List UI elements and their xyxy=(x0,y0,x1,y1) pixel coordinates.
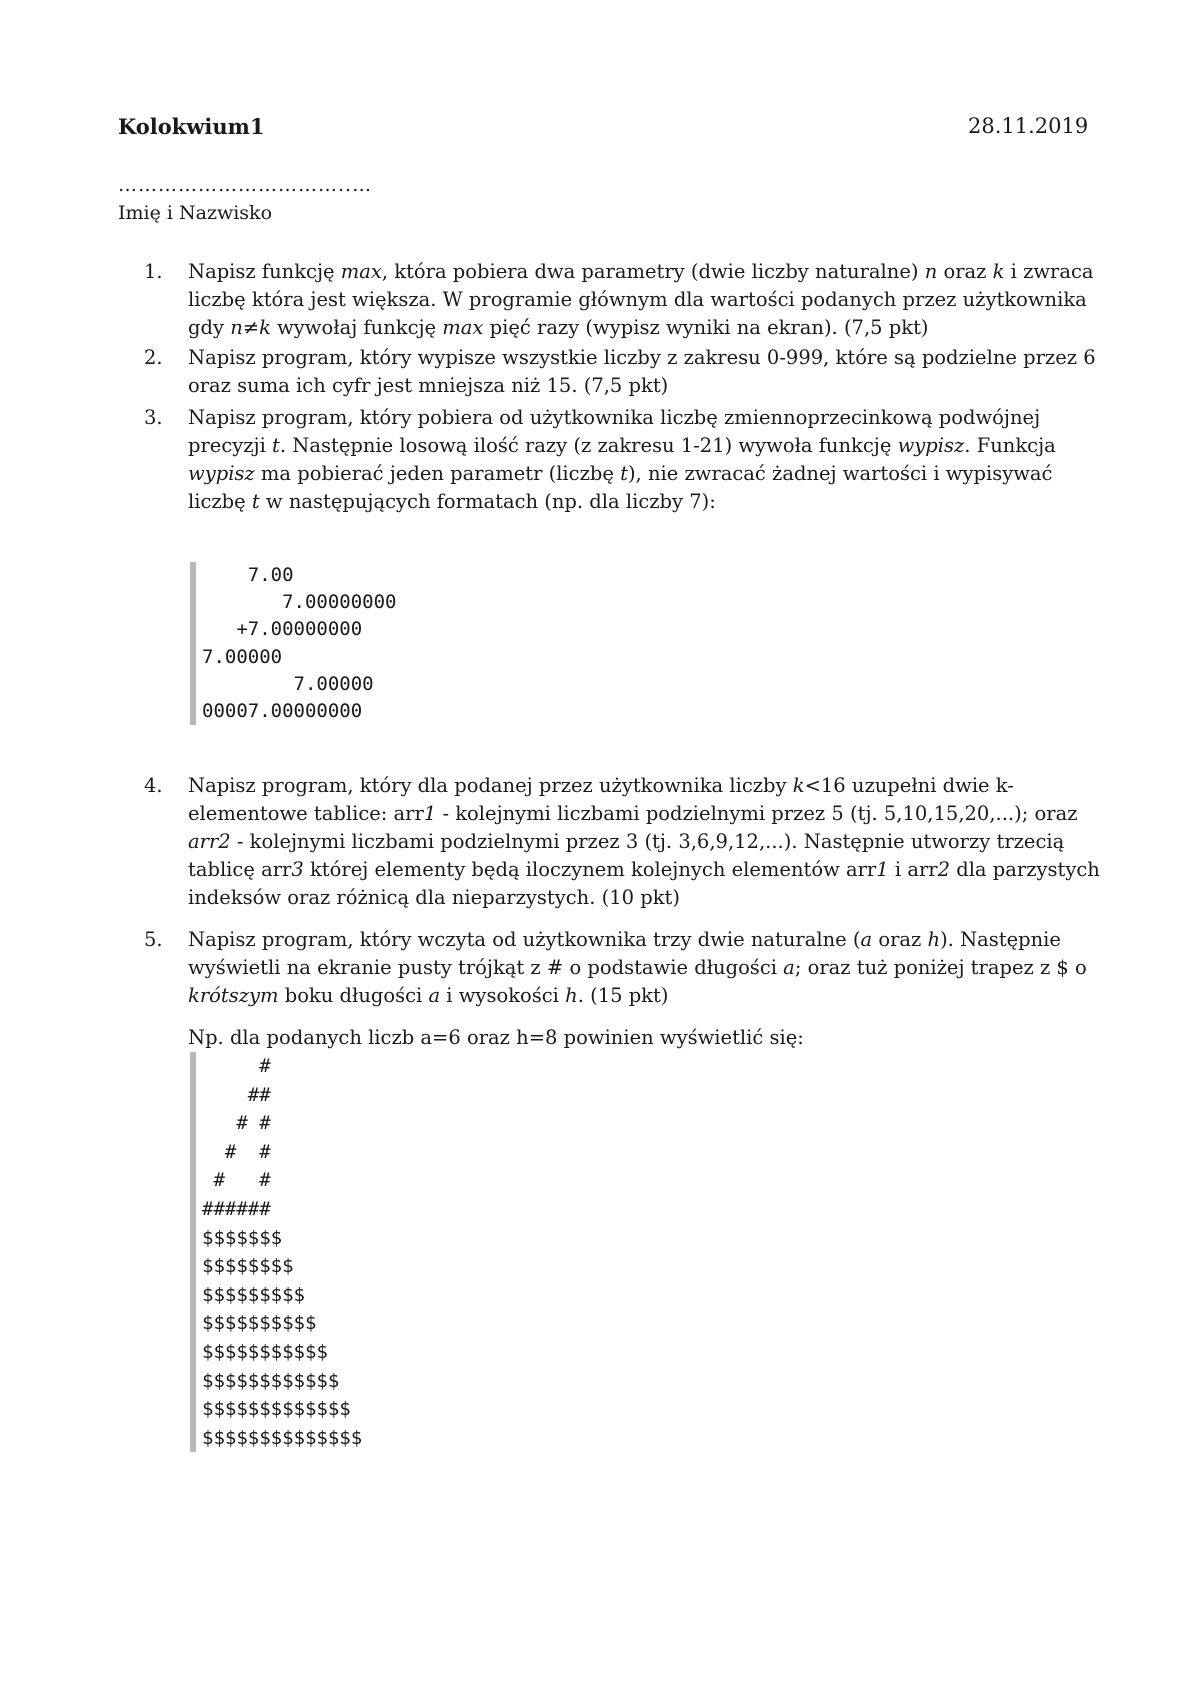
code-line: # # xyxy=(202,1112,271,1135)
task-text xyxy=(188,258,1108,342)
text-run: krótszym xyxy=(188,984,279,1007)
task-text xyxy=(188,772,1108,912)
task-number: 5. xyxy=(144,928,163,951)
code-line: 7.00000 xyxy=(202,645,283,668)
text-run: indeksów oraz różnicą dla nieparzystych. (10 pkt) xyxy=(188,886,681,909)
text-run: . Następnie losową ilość razy (z zakresu 1-21) wywoła funkcję xyxy=(279,434,898,457)
text-run: n≠k xyxy=(230,316,271,339)
text-run: k xyxy=(792,774,805,797)
text-run: elementowe tablice: arr xyxy=(188,802,424,825)
text-run: Napisz program, który wczyta od użytkownika trzy dwie naturalne ( xyxy=(188,928,861,951)
task-line xyxy=(188,344,1108,372)
task-number: 4. xyxy=(144,774,163,797)
text-run: t xyxy=(620,462,628,485)
task-line xyxy=(188,800,1108,828)
example-intro: Np. dla podanych liczb a=6 oraz h=8 powinien wyświetlić się: xyxy=(188,1026,804,1049)
code-line: 00007.00000000 xyxy=(202,699,363,722)
text-run: Napisz program, który pobiera od użytkownika liczbę zmiennoprzecinkową podwójnej xyxy=(188,406,1041,429)
task-number: 2. xyxy=(144,346,163,369)
text-run: dla parzystych xyxy=(950,858,1100,881)
code-line: ###### xyxy=(202,1197,271,1220)
code-line: # # xyxy=(202,1169,271,1192)
task-line xyxy=(188,488,1108,516)
text-run: wyświetli na ekranie pusty trójkąt z # o podstawie długości xyxy=(188,956,784,979)
code-line: $$$$$$$$$$$$ xyxy=(202,1369,340,1392)
code-line: $$$$$$$$$$ xyxy=(202,1312,317,1335)
text-run: ). Następnie xyxy=(940,928,1061,951)
task-line xyxy=(188,404,1108,432)
task-line xyxy=(188,314,1108,342)
text-run: . Funkcja xyxy=(964,434,1056,457)
text-run: max xyxy=(442,316,484,339)
text-run: a xyxy=(783,956,795,979)
text-run: Napisz program, który dla podanej przez użytkownika liczby xyxy=(188,774,793,797)
code-example-formats xyxy=(190,562,396,725)
code-line: $$$$$$$$$$$$$$ xyxy=(202,1426,363,1449)
text-run: 2 xyxy=(937,858,951,881)
document-title: Kolokwium1 xyxy=(118,114,265,139)
task-line xyxy=(188,982,1108,1010)
task-line xyxy=(188,828,1108,856)
text-run: wypisz xyxy=(897,434,965,457)
task-line xyxy=(188,460,1108,488)
task-line xyxy=(188,884,1108,912)
code-line: ## xyxy=(202,1083,271,1106)
text-run: - kolejnymi liczbami podzielnymi przez 3 (tj. 3,6,9,12,...). Następnie utworzy trzecią xyxy=(230,830,1065,853)
task-text xyxy=(188,344,1108,400)
text-run: której elementy będą iloczynem kolejnych elementów arr xyxy=(303,858,877,881)
text-run: a xyxy=(428,984,441,1007)
text-run: liczbę która jest większa. W programie głównym dla wartości podanych przez użytkownika xyxy=(188,288,1087,311)
code-line: $$$$$$$$ xyxy=(202,1255,294,1278)
text-run: pięć razy (wypisz wyniki na ekran). (7,5 pkt) xyxy=(483,316,929,339)
task-line xyxy=(188,926,1108,954)
task-number: 1. xyxy=(144,260,163,283)
task-text xyxy=(188,404,1108,516)
code-line: # # xyxy=(202,1140,271,1163)
text-run: wypisz xyxy=(188,462,255,485)
text-run: Napisz program, który wypisze wszystkie liczby z zakresu 0-999, które są podzielne przez 6 xyxy=(188,346,1096,369)
task-line xyxy=(188,856,1108,884)
text-run: 3 xyxy=(291,858,304,881)
task-line xyxy=(188,954,1108,982)
text-run: i wysokości xyxy=(440,984,566,1007)
text-run: precyzji xyxy=(188,434,273,457)
text-run: t xyxy=(272,434,280,457)
text-run: 1 xyxy=(876,858,889,881)
text-run: wywołaj funkcję xyxy=(270,316,443,339)
text-run: k xyxy=(992,260,1005,283)
text-run: 1 xyxy=(423,802,437,825)
text-run: arr2 xyxy=(188,830,231,853)
text-run: oraz suma ich cyfr jest mniejsza niż 15. (7,5 pkt) xyxy=(188,374,669,397)
text-run: - kolejnymi liczbami podzielnymi przez 5 (tj. 5,10,15,20,...); oraz xyxy=(436,802,1078,825)
text-run: w następujących formatach (np. dla liczby 7): xyxy=(259,490,716,513)
code-line: $$$$$$$ xyxy=(202,1226,283,1249)
text-run: , która pobiera dwa parametry (dwie liczby naturalne) xyxy=(381,260,925,283)
text-run: ma pobierać jeden parametr (liczbę xyxy=(254,462,621,485)
text-run: liczbę xyxy=(188,490,252,513)
document-date: 28.11.2019 xyxy=(968,114,1089,138)
task-number: 3. xyxy=(144,406,163,429)
text-run: n xyxy=(924,260,938,283)
text-run: . (15 pkt) xyxy=(577,984,669,1007)
code-line: $$$$$$$$$$$$$ xyxy=(202,1398,351,1421)
task-line xyxy=(188,372,1108,400)
text-run: max xyxy=(340,260,382,283)
text-run: t xyxy=(251,490,260,513)
task-line xyxy=(188,258,1108,286)
text-run: boku długości xyxy=(278,984,429,1007)
code-line: 7.00 xyxy=(202,564,294,586)
text-run: h xyxy=(565,984,578,1007)
text-run: Napisz funkcję xyxy=(188,260,341,283)
text-run: a xyxy=(860,928,873,951)
task-line xyxy=(188,286,1108,314)
text-run: <16 uzupełni dwie k- xyxy=(804,774,1014,797)
text-run: oraz xyxy=(872,928,928,951)
code-line: $$$$$$$$$$$ xyxy=(202,1340,328,1363)
text-run: h xyxy=(927,928,941,951)
text-run: gdy xyxy=(188,316,231,339)
code-example-triangle-trapezoid xyxy=(190,1052,362,1452)
code-line: # xyxy=(202,1055,271,1077)
text-run: i arr xyxy=(888,858,938,881)
name-label: Imię i Nazwisko xyxy=(118,202,273,224)
text-run: ; oraz tuż poniżej trapez z $ o xyxy=(794,956,1087,979)
text-run: oraz xyxy=(937,260,993,283)
task-line xyxy=(188,432,1108,460)
text-run: i zwraca xyxy=(1004,260,1094,283)
code-line: +7.00000000 xyxy=(202,618,363,641)
code-line: 7.00000 xyxy=(202,672,374,695)
text-run: tablicę arr xyxy=(188,858,292,881)
text-run: ), nie zwracać żadnej wartości i wypisywać xyxy=(627,462,1053,485)
code-line: 7.00000000 xyxy=(202,591,397,614)
code-line: $$$$$$$$$ xyxy=(202,1283,305,1306)
task-line xyxy=(188,772,1108,800)
task-text xyxy=(188,926,1108,1052)
name-dotted-line: ……………………………..… xyxy=(118,174,373,196)
